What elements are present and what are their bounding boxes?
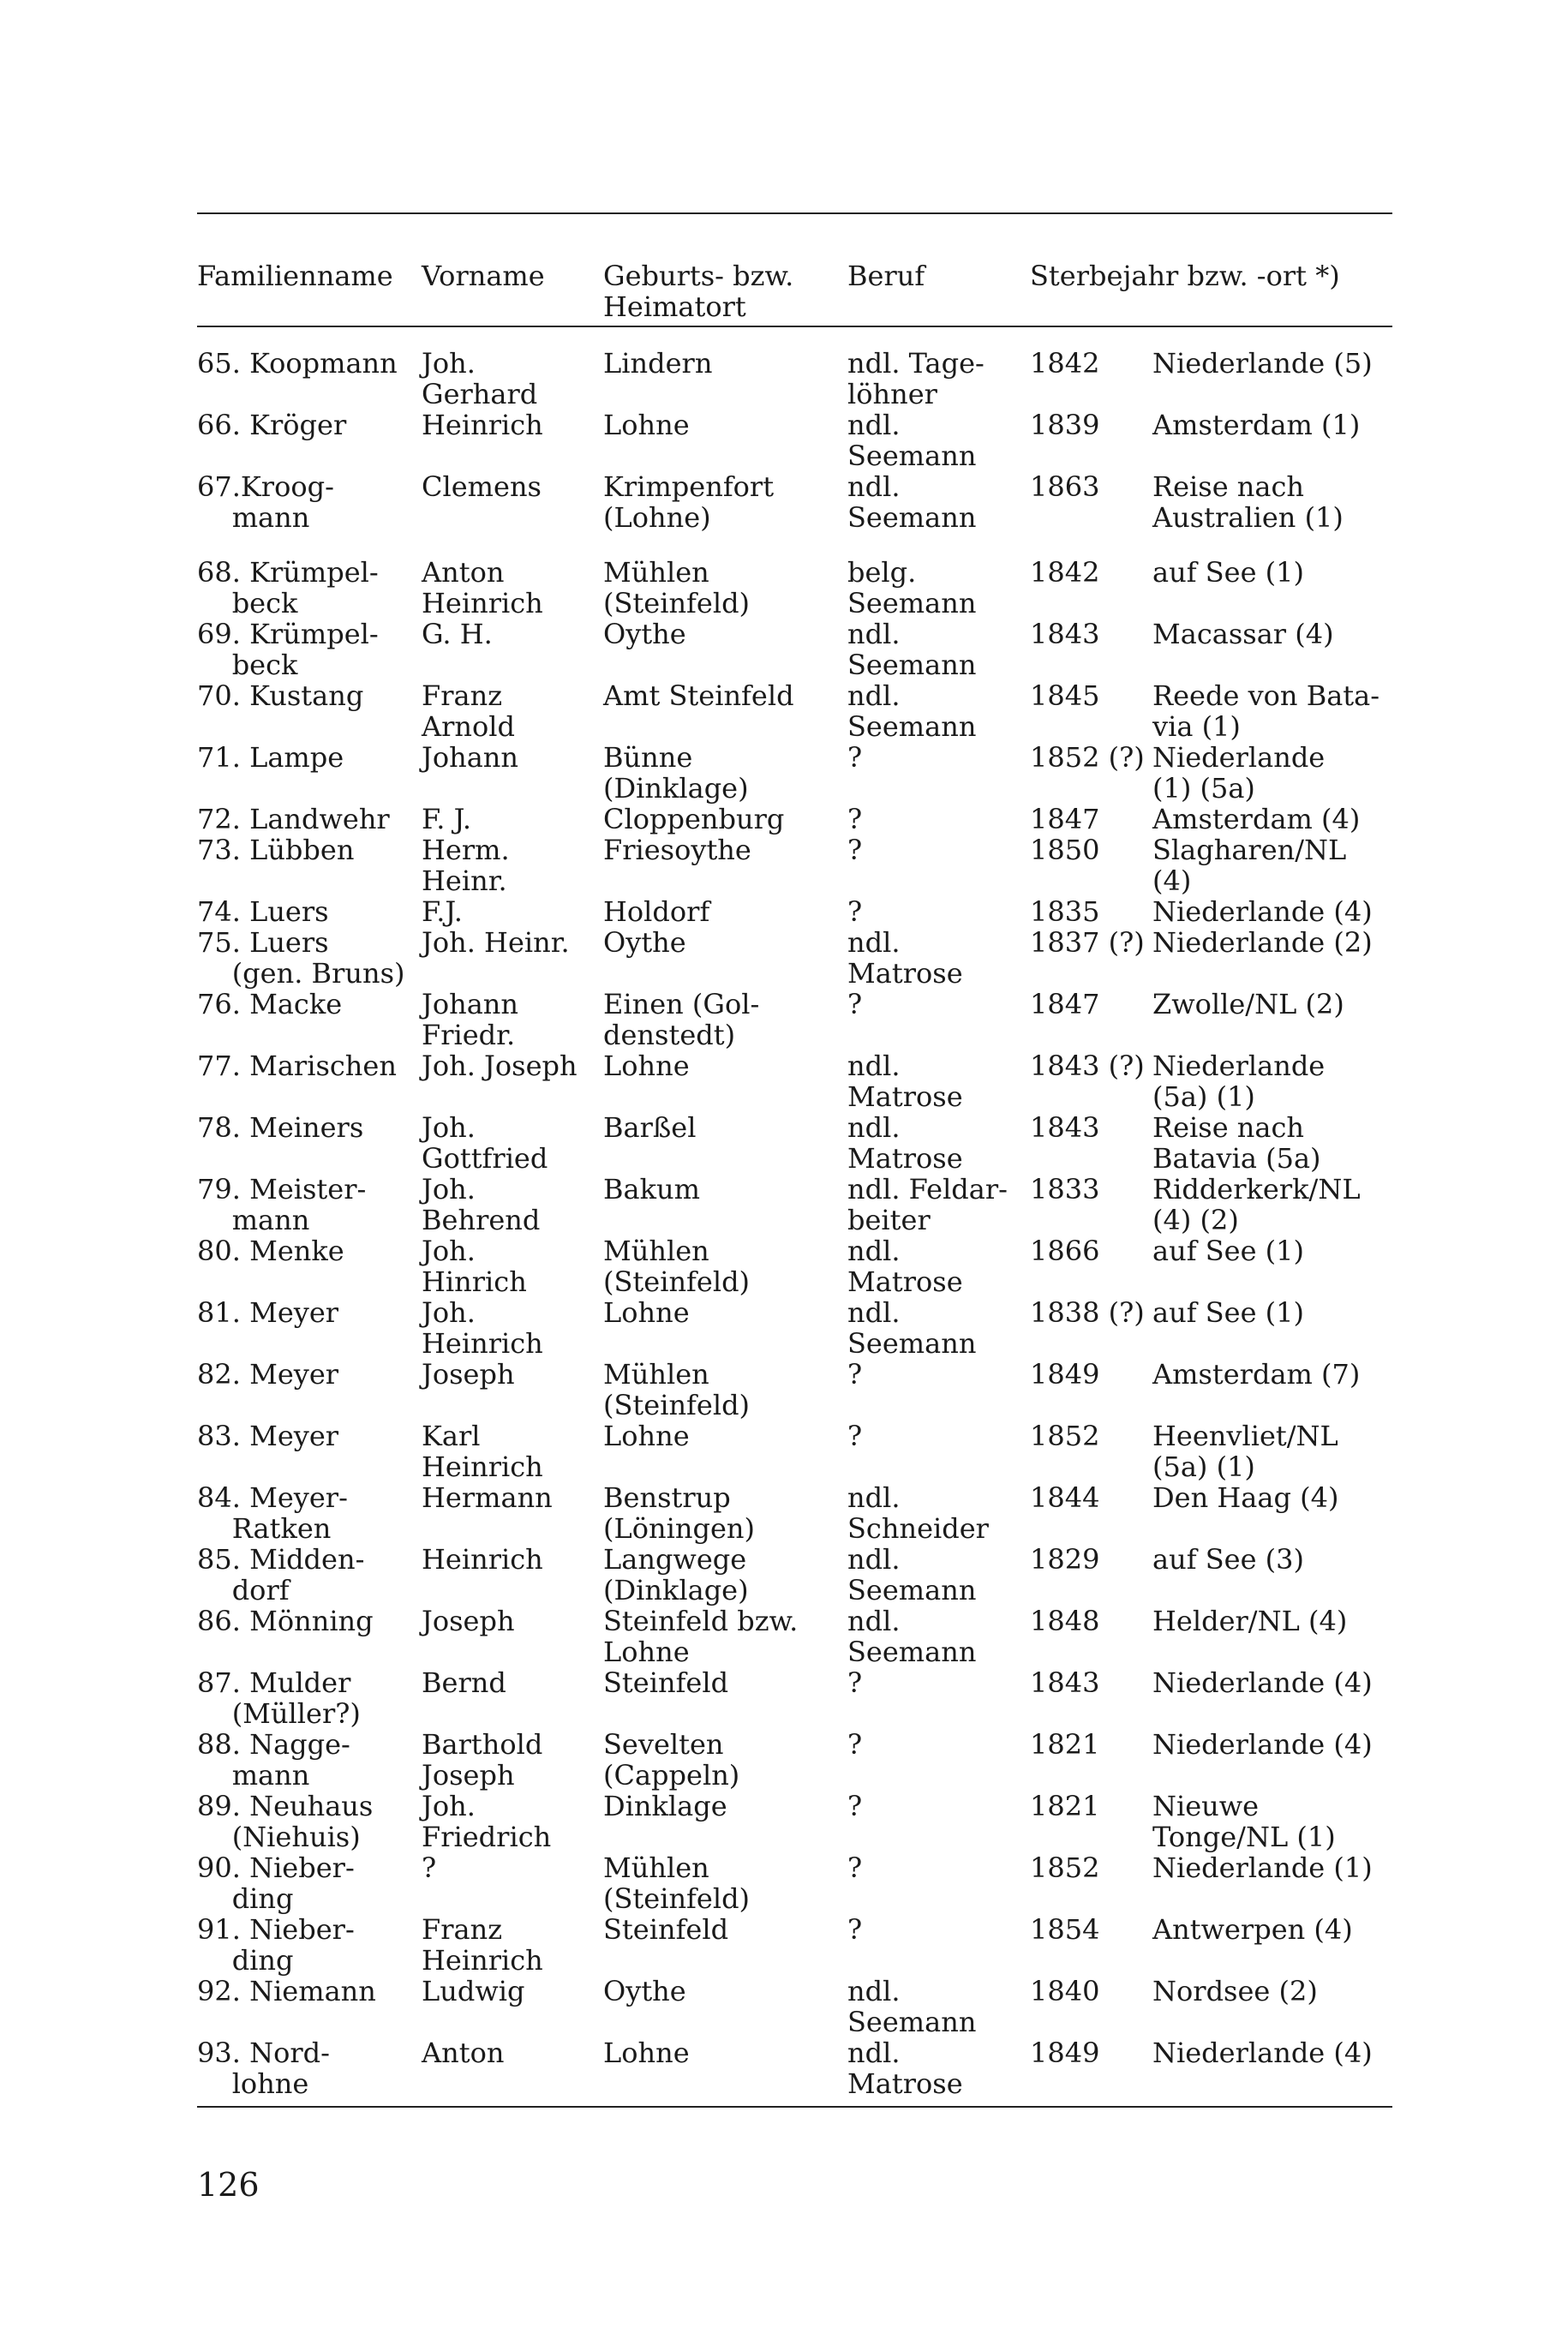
table-row (197, 2037, 1392, 2099)
table-cell-vorname: Hermann (422, 1481, 553, 1514)
table-cell-beruf: ndl. Seemann (847, 1605, 977, 1668)
table-cell-vorname: Franz Arnold (422, 679, 515, 743)
table-cell-vorname: Joseph (422, 1358, 515, 1391)
table-cell-sterbeort: Niederlande (4) (1152, 895, 1373, 928)
table-cell-sterbejahr: 1866 (1030, 1235, 1100, 1267)
table-cell-vorname: ? (422, 1851, 437, 1884)
table-cell-beruf: ndl. Seemann (847, 1296, 977, 1360)
table-cell-sterbejahr: 1843 (1030, 618, 1100, 650)
table-cell-familienname: 93. Nord- lohne (197, 2037, 330, 2100)
table-cell-familienname: 80. Menke (197, 1235, 344, 1267)
table-cell-beruf: ndl. Matrose (847, 1111, 963, 1175)
table-cell-heimatort: Mühlen (Steinfeld) (603, 1358, 751, 1421)
table-cell-vorname: Johann (422, 741, 518, 774)
table-row (197, 1729, 1392, 1791)
table-row (197, 1112, 1392, 1174)
table-row (197, 1791, 1392, 1852)
table-row (197, 1914, 1392, 1976)
table-cell-sterbeort: Reise nach Australien (1) (1152, 470, 1344, 534)
table-cell-heimatort: Lohne (603, 1050, 690, 1082)
table-cell-sterbeort: Niederlande (4) (1152, 1728, 1373, 1761)
table-cell-sterbeort: Nordsee (2) (1152, 1975, 1318, 2007)
table-cell-heimatort: Mühlen (Steinfeld) (603, 556, 751, 619)
table-row (197, 1544, 1392, 1606)
table-cell-sterbejahr: 1821 (1030, 1790, 1100, 1822)
table-cell-sterbeort: Niederlande (4) (1152, 1666, 1373, 1699)
table-cell-sterbeort: Niederlande (1) (1152, 1851, 1373, 1884)
table-cell-familienname: 84. Meyer- Ratken (197, 1481, 348, 1545)
table-cell-familienname: 88. Nagge- mann (197, 1728, 350, 1792)
table-cell-familienname: 75. Luers (gen. Bruns) (197, 926, 405, 990)
table-cell-sterbejahr: 1843 (1030, 1666, 1100, 1699)
table-row (197, 471, 1392, 533)
header-familienname: Familienname (197, 214, 422, 326)
table-cell-beruf: ndl. Seemann (847, 409, 977, 472)
table-cell-sterbejahr: 1847 (1030, 803, 1100, 835)
table-cell-heimatort: Oythe (603, 618, 686, 650)
table-cell-sterbejahr: 1854 (1030, 1913, 1100, 1946)
table-cell-heimatort: Bakum (603, 1173, 700, 1205)
table-cell-sterbeort: Niederlande (5) (1152, 347, 1373, 380)
table-row (197, 804, 1392, 834)
table-cell-sterbejahr: 1852 (?) (1030, 741, 1145, 774)
table-cell-sterbeort: Ridderkerk/NL (4) (2) (1152, 1173, 1361, 1236)
table-cell-sterbeort: Macassar (4) (1152, 618, 1334, 650)
table-cell-vorname: Bernd (422, 1666, 506, 1699)
table-cell-vorname: Karl Heinrich (422, 1420, 543, 1483)
table-cell-sterbeort: Niederlande (4) (1152, 2037, 1373, 2069)
page-number: 126 (197, 2166, 260, 2204)
table-cell-beruf: ndl. Matrose (847, 1235, 963, 1298)
table-row (197, 834, 1392, 896)
table-cell-sterbejahr: 1838 (?) (1030, 1296, 1145, 1329)
table-cell-sterbejahr: 1839 (1030, 409, 1100, 441)
table-cell-beruf: ? (847, 741, 863, 774)
table-cell-sterbeort: Nieuwe Tonge/NL (1) (1152, 1790, 1336, 1853)
table-row (197, 1421, 1392, 1482)
table-cell-sterbejahr: 1844 (1030, 1481, 1100, 1514)
table-row (197, 1667, 1392, 1729)
table-cell-sterbeort: auf See (1) (1152, 556, 1304, 589)
table-cell-familienname: 89. Neuhaus (Niehuis) (197, 1790, 374, 1853)
table-cell-sterbejahr: 1821 (1030, 1728, 1100, 1761)
table-cell-heimatort: Dinklage (603, 1790, 727, 1822)
table-cell-vorname: Joh. Gottfried (422, 1111, 548, 1175)
table-cell-sterbeort: Niederlande (5a) (1) (1152, 1050, 1326, 1113)
table-cell-beruf: ? (847, 1851, 863, 1884)
table-cell-beruf: ? (847, 988, 863, 1020)
table-cell-sterbeort: Amsterdam (7) (1152, 1358, 1361, 1391)
table-cell-sterbejahr: 1837 (?) (1030, 926, 1145, 959)
table-cell-sterbeort: Helder/NL (4) (1152, 1605, 1348, 1637)
table-cell-sterbejahr: 1843 (1030, 1111, 1100, 1144)
table-cell-familienname: 81. Meyer (197, 1296, 339, 1329)
table-cell-vorname: Anton (422, 2037, 505, 2069)
table-cell-beruf: ? (847, 1790, 863, 1822)
table-cell-sterbeort: Reede von Bata- via (1) (1152, 679, 1380, 743)
table-cell-vorname: Herm. Heinr. (422, 834, 510, 897)
table-cell-beruf: ? (847, 1728, 863, 1761)
table-row (197, 619, 1392, 680)
table-cell-familienname: 65. Koopmann (197, 347, 398, 380)
table-cell-heimatort: Oythe (603, 1975, 686, 2007)
table-cell-familienname: 85. Midden- dorf (197, 1543, 365, 1606)
table-cell-vorname: Anton Heinrich (422, 556, 543, 619)
table-cell-beruf: ndl. Seemann (847, 679, 977, 743)
table-cell-heimatort: Lohne (603, 1296, 690, 1329)
table-cell-vorname: Joh. Heinrich (422, 1296, 543, 1360)
header-vorname: Vorname (422, 214, 603, 326)
table-cell-heimatort: Amt Steinfeld (603, 679, 794, 712)
table-cell-sterbeort: auf See (1) (1152, 1235, 1304, 1267)
table-cell-familienname: 73. Lübben (197, 834, 355, 866)
table-cell-beruf: ndl. Matrose (847, 2037, 963, 2100)
table-cell-beruf: ? (847, 1358, 863, 1391)
table-cell-heimatort: Einen (Gol- denstedt) (603, 988, 760, 1051)
table-cell-sterbejahr: 1842 (1030, 556, 1100, 589)
table-cell-sterbejahr: 1852 (1030, 1420, 1100, 1452)
table-row (197, 1606, 1392, 1667)
table-cell-beruf: belg. Seemann (847, 556, 977, 619)
table-cell-beruf: ndl. Schneider (847, 1481, 989, 1545)
table-cell-heimatort: Mühlen (Steinfeld) (603, 1851, 751, 1915)
table-cell-vorname: Ludwig (422, 1975, 525, 2007)
table-row (197, 533, 1392, 619)
table-cell-heimatort: Bünne (Dinklage) (603, 741, 749, 805)
table-cell-familienname: 71. Lampe (197, 741, 344, 774)
table-row (197, 410, 1392, 471)
table-cell-beruf: ndl. Tage- löhner (847, 347, 984, 410)
table-cell-heimatort: Steinfeld bzw. Lohne (603, 1605, 799, 1668)
table-cell-sterbeort: Amsterdam (4) (1152, 803, 1361, 835)
table-cell-sterbeort: Amsterdam (1) (1152, 409, 1361, 441)
table-cell-vorname: Heinrich (422, 1543, 543, 1576)
table-cell-beruf: ? (847, 803, 863, 835)
table-cell-heimatort: Friesoythe (603, 834, 751, 866)
table-cell-beruf: ? (847, 1913, 863, 1946)
table-row (197, 326, 1392, 410)
table-cell-familienname: 72. Landwehr (197, 803, 390, 835)
table-cell-beruf: ndl. Seemann (847, 470, 977, 534)
table-cell-sterbejahr: 1833 (1030, 1173, 1100, 1205)
table-cell-sterbejahr: 1835 (1030, 895, 1100, 928)
table-cell-vorname: Joh. Gerhard (422, 347, 538, 410)
table-cell-vorname: F.J. (422, 895, 463, 928)
table-cell-vorname: Joh. Behrend (422, 1173, 541, 1236)
table-cell-sterbeort: Heenvliet/NL (5a) (1) (1152, 1420, 1338, 1483)
table-cell-beruf: ndl. Seemann (847, 1975, 977, 2038)
table-cell-sterbeort: Niederlande (1) (5a) (1152, 741, 1326, 805)
table-cell-sterbeort: Niederlande (2) (1152, 926, 1373, 959)
table-cell-beruf: ndl. Seemann (847, 1543, 977, 1606)
table-cell-vorname: Clemens (422, 470, 542, 503)
table-cell-vorname: Heinrich (422, 409, 543, 441)
table-cell-heimatort: Benstrup (Löningen) (603, 1481, 755, 1545)
table-cell-beruf: ndl. Seemann (847, 618, 977, 681)
table-cell-sterbeort: auf See (1) (1152, 1296, 1304, 1329)
table-cell-beruf: ndl. Matrose (847, 926, 963, 990)
table-cell-vorname: Johann Friedr. (422, 988, 518, 1051)
table-cell-sterbejahr: 1852 (1030, 1851, 1100, 1884)
register-page (197, 212, 1392, 2108)
table-cell-familienname: 70. Kustang (197, 679, 364, 712)
table-cell-heimatort: Lohne (603, 1420, 690, 1452)
table-cell-vorname: F. J. (422, 803, 472, 835)
table-cell-sterbejahr: 1845 (1030, 679, 1100, 712)
table-cell-sterbejahr: 1849 (1030, 1358, 1100, 1391)
table-row (197, 896, 1392, 927)
table-cell-vorname: Joh. Heinr. (422, 926, 570, 959)
table-cell-sterbejahr: 1842 (1030, 347, 1100, 380)
table-cell-sterbejahr: 1843 (?) (1030, 1050, 1145, 1082)
table-cell-vorname: Franz Heinrich (422, 1913, 543, 1977)
table-header-row (197, 214, 1392, 326)
table-cell-heimatort: Oythe (603, 926, 686, 959)
table-cell-vorname: Joh. Friedrich (422, 1790, 552, 1853)
table-cell-sterbeort: auf See (3) (1152, 1543, 1304, 1576)
table-cell-familienname: 87. Mulder (Müller?) (197, 1666, 361, 1730)
table-cell-sterbejahr: 1850 (1030, 834, 1100, 866)
table-cell-familienname: 82. Meyer (197, 1358, 339, 1391)
table-cell-sterbeort: Den Haag (4) (1152, 1481, 1339, 1514)
table-cell-beruf: ? (847, 1420, 863, 1452)
table-cell-vorname: Barthold Joseph (422, 1728, 543, 1792)
table-cell-familienname: 92. Niemann (197, 1975, 376, 2007)
table-cell-sterbejahr: 1847 (1030, 988, 1100, 1020)
table-cell-sterbeort: Slagharen/NL (4) (1152, 834, 1347, 897)
table-cell-familienname: 76. Macke (197, 988, 343, 1020)
table-row (197, 1852, 1392, 1914)
table-row (197, 1976, 1392, 2037)
table-cell-familienname: 91. Nieber- ding (197, 1913, 355, 1977)
emigrant-table (197, 214, 1392, 2099)
table-cell-beruf: ? (847, 895, 863, 928)
table-cell-sterbeort: Zwolle/NL (2) (1152, 988, 1344, 1020)
table-cell-heimatort: Barßel (603, 1111, 697, 1144)
table-cell-sterbeort: Antwerpen (4) (1152, 1913, 1353, 1946)
table-cell-heimatort: Lohne (603, 409, 690, 441)
table-cell-heimatort: Lindern (603, 347, 713, 380)
table-cell-heimatort: Langwege (Dinklage) (603, 1543, 749, 1606)
table-cell-sterbejahr: 1840 (1030, 1975, 1100, 2007)
table-cell-familienname: 90. Nieber- ding (197, 1851, 355, 1915)
table-cell-vorname: Joseph (422, 1605, 515, 1637)
table-cell-heimatort: Sevelten (Cappeln) (603, 1728, 740, 1792)
table-cell-heimatort: Lohne (603, 2037, 690, 2069)
table-cell-familienname: 86. Mönning (197, 1605, 374, 1637)
table-cell-beruf: ndl. Matrose (847, 1050, 963, 1113)
table-cell-sterbejahr: 1848 (1030, 1605, 1100, 1637)
table-row (197, 1050, 1392, 1112)
table-cell-heimatort: Steinfeld (603, 1666, 729, 1699)
table-row (197, 1359, 1392, 1421)
header-heimatort: Geburts- bzw. Heimatort (603, 214, 847, 326)
table-cell-sterbejahr: 1849 (1030, 2037, 1100, 2069)
table-row (197, 680, 1392, 742)
table-row (197, 1174, 1392, 1235)
table-row (197, 1482, 1392, 1544)
table-cell-sterbejahr: 1829 (1030, 1543, 1100, 1576)
table-cell-vorname: G. H. (422, 618, 493, 650)
table-row (197, 1297, 1392, 1359)
table-cell-familienname: 79. Meister- mann (197, 1173, 367, 1236)
table-cell-familienname: 83. Meyer (197, 1420, 339, 1452)
table-row (197, 989, 1392, 1050)
table-cell-heimatort: Steinfeld (603, 1913, 729, 1946)
table-cell-sterbejahr: 1863 (1030, 470, 1100, 503)
table-cell-beruf: ? (847, 834, 863, 866)
table-row (197, 927, 1392, 989)
table-cell-vorname: Joh. Joseph (422, 1050, 578, 1082)
table-cell-beruf: ndl. Feldar- beiter (847, 1173, 1008, 1236)
table-cell-heimatort: Mühlen (Steinfeld) (603, 1235, 751, 1298)
bottom-rule (197, 2106, 1392, 2108)
table-cell-heimatort: Cloppenburg (603, 803, 785, 835)
table-cell-familienname: 66. Kröger (197, 409, 347, 441)
table-cell-vorname: Joh. Hinrich (422, 1235, 527, 1298)
table-cell-familienname: 69. Krümpel- beck (197, 618, 379, 681)
table-cell-familienname: 67.Kroog- mann (197, 470, 334, 534)
table-cell-familienname: 77. Marischen (197, 1050, 397, 1082)
table-row (197, 742, 1392, 804)
table-body (197, 326, 1392, 2099)
table-cell-heimatort: Holdorf (603, 895, 710, 928)
table-row (197, 1235, 1392, 1297)
table-cell-familienname: 74. Luers (197, 895, 329, 928)
table-cell-familienname: 68. Krümpel- beck (197, 556, 379, 619)
table-cell-sterbeort: Reise nach Batavia (5a) (1152, 1111, 1321, 1175)
header-sterbejahr: Sterbejahr bzw. -ort *) (1030, 214, 1392, 326)
table-cell-heimatort: Krimpenfort (Lohne) (603, 470, 775, 534)
table-cell-familienname: 78. Meiners (197, 1111, 364, 1144)
table-cell-beruf: ? (847, 1666, 863, 1699)
header-beruf: Beruf (847, 214, 1030, 326)
